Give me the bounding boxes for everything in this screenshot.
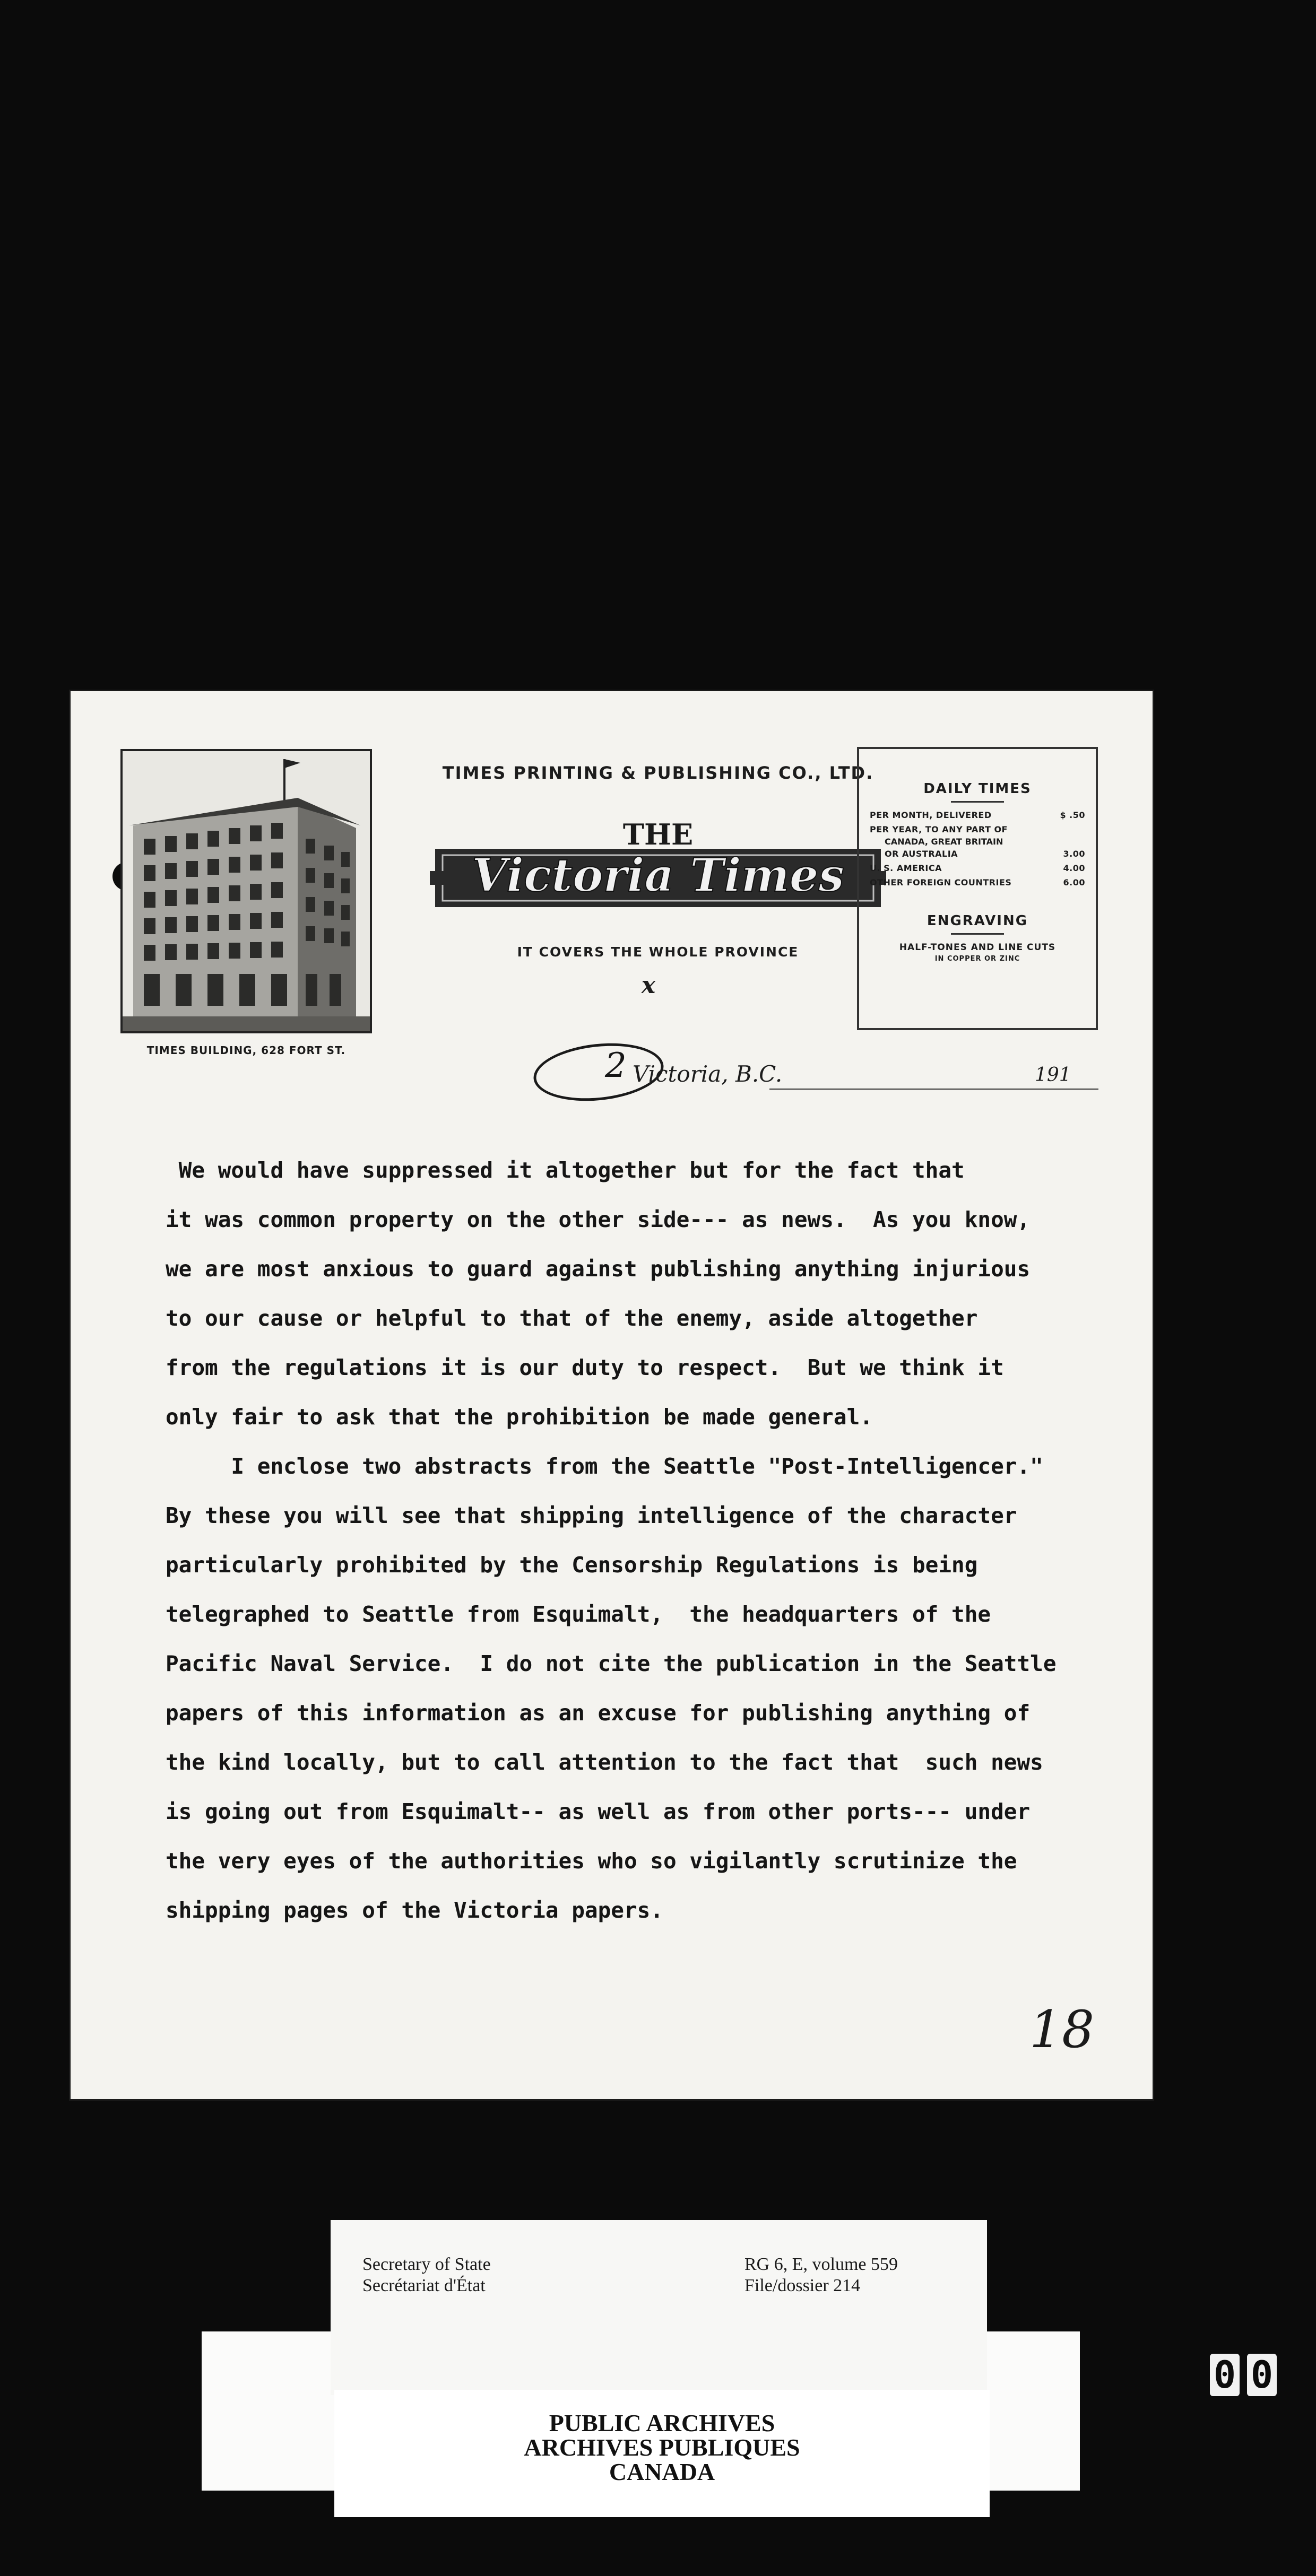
body-line: I enclose two abstracts from the Seattle "Post-Intelligencer.": [166, 1454, 1043, 1479]
building-icon: [123, 751, 370, 1031]
body-line: only fair to ask that the prohibition be made general.: [166, 1404, 873, 1430]
body-line: particularly prohibited by the Censorship Regulations is being: [166, 1552, 978, 1578]
tagline: IT COVERS THE WHOLE PROVINCE: [517, 944, 799, 960]
rate-row-month: [859, 810, 1096, 820]
archive-reference-label: [331, 2220, 987, 2395]
label-left-line1: Secretary of State: [362, 2255, 491, 2274]
label-right-line1: RG 6, E, volume 559: [744, 2255, 898, 2274]
frame-digit: 0: [1247, 2354, 1277, 2396]
letter-page: [69, 690, 1154, 2101]
body-line: from the regulations it is our duty to respect. But we think it: [166, 1355, 1004, 1380]
body-line: the kind locally, but to call attention to the fact that such news: [166, 1750, 1043, 1775]
building-illustration: [120, 749, 372, 1033]
body-line: is going out from Esquimalt-- as well as from other ports--- under: [166, 1799, 1031, 1824]
frame-counter: [1210, 2351, 1316, 2399]
dateline-year: 191: [1035, 1064, 1071, 1086]
body-line: telegraphed to Seattle from Esquimalt, the headquarters of the: [166, 1602, 991, 1627]
body-line: papers of this information as an excuse for publishing anything of: [166, 1700, 1031, 1726]
rate-foreign-label: OTHER FOREIGN COUNTRIES: [870, 877, 1012, 887]
engraving-line1: HALF-TONES AND LINE CUTS: [899, 942, 1056, 953]
engraving-line2: IN COPPER OR ZINC: [934, 955, 1020, 963]
rate-row-foreign: [859, 877, 1096, 887]
rate-us-label: U. S. AMERICA: [870, 863, 942, 873]
body-line: shipping pages of the Victoria papers.: [166, 1898, 663, 1923]
archive-card-line1: PUBLIC ARCHIVES: [549, 2409, 775, 2436]
dateline-place: Victoria, B.C.: [633, 1061, 783, 1087]
company-name: TIMES PRINTING & PUBLISHING CO., LTD.: [442, 763, 874, 783]
date-rule: [769, 1089, 1098, 1090]
masthead-the: THE: [622, 817, 694, 851]
rate-box: [857, 747, 1098, 1030]
rate-year-value: 3.00: [1063, 849, 1085, 859]
body-line: it was common property on the other side--- as news. As you know,: [166, 1207, 1031, 1232]
label-left: [362, 2254, 491, 2296]
body-line: we are most anxious to guard against publishing anything injurious: [166, 1256, 1031, 1282]
folio-number: 18: [1029, 2000, 1095, 2059]
rates-rule: [951, 801, 1004, 803]
rate-us-value: 4.00: [1063, 863, 1085, 873]
rate-row-year-value: [859, 849, 1096, 859]
body-line: the very eyes of the authorities who so vigilantly scrutinize the: [166, 1848, 1017, 1874]
rate-foreign-value: 6.00: [1063, 877, 1085, 887]
label-right-line2: File/dossier 214: [744, 2276, 861, 2295]
ornament: x: [641, 972, 656, 999]
engraving-heading: ENGRAVING: [927, 913, 1028, 929]
rate-month-value: $ .50: [1060, 810, 1085, 820]
archive-card-line3: CANADA: [609, 2458, 715, 2485]
label-left-line2: Secrétariat d'État: [362, 2276, 486, 2295]
rate-row-us: [859, 863, 1096, 873]
rate-row-year: [859, 824, 1096, 834]
rates-heading: DAILY TIMES: [923, 781, 1032, 797]
page-number: 2: [605, 1046, 627, 1085]
label-right: [744, 2254, 898, 2296]
engraving-rule: [951, 933, 1004, 935]
body-line: By these you will see that shipping intelligence of the character: [166, 1503, 1017, 1528]
public-archives-card: [334, 2390, 990, 2517]
archive-card-line2: ARCHIVES PUBLIQUES: [524, 2434, 800, 2461]
frame-digit: 0: [1210, 2354, 1240, 2396]
letter-body: [166, 1146, 1142, 1935]
body-line: to our cause or helpful to that of the enemy, aside altogether: [166, 1306, 978, 1331]
masthead: [430, 812, 886, 928]
rate-year-sub2: OR AUSTRALIA: [885, 849, 958, 859]
rate-month-label: PER MONTH, DELIVERED: [870, 810, 992, 820]
body-line: Pacific Naval Service. I do not cite the publication in the Seattle: [166, 1651, 1057, 1676]
building-caption: TIMES BUILDING, 628 FORT ST.: [146, 1044, 346, 1057]
rate-year-sub1: CANADA, GREAT BRITAIN: [885, 837, 1003, 847]
rate-year-label: PER YEAR, TO ANY PART OF: [870, 824, 1008, 834]
body-line: We would have suppressed it altogether but for the fact that: [166, 1158, 965, 1183]
masthead-title: Victoria Times: [472, 849, 844, 902]
